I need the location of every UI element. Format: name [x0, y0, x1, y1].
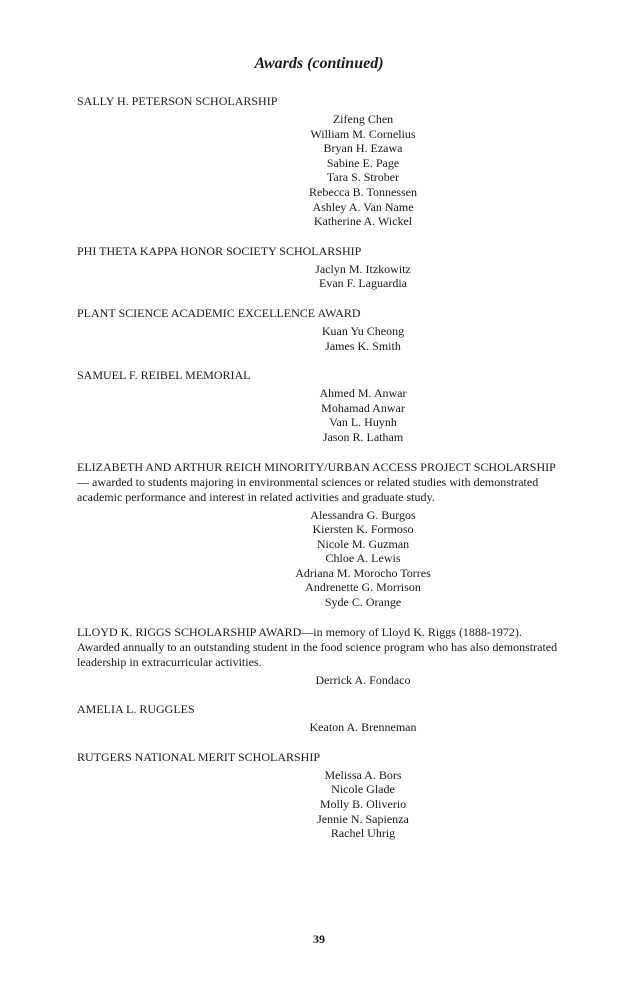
- recipient-name: Van L. Huynh: [329, 415, 397, 430]
- recipient-name: Kiersten K. Formoso: [312, 522, 414, 537]
- recipient-name: Syde C. Orange: [324, 595, 402, 610]
- recipient-name: Bryan H. Ezawa: [323, 141, 403, 156]
- recipient-name: Molly B. Oliverio: [319, 797, 407, 812]
- recipient-name: Tara S. Strober: [326, 170, 400, 185]
- page-number: 39: [313, 932, 325, 946]
- recipient-list: [165, 673, 561, 688]
- page-title: Awards (continued): [254, 55, 384, 72]
- recipient-name: Keaton A. Brenneman: [309, 720, 417, 735]
- recipient-list: [165, 386, 561, 444]
- recipient-name: Zifeng Chen: [332, 112, 394, 126]
- recipient-list: [165, 262, 561, 291]
- award-section: [77, 750, 561, 841]
- recipient-name: Andrenette G. Morrison: [305, 580, 421, 595]
- recipient-name: Derrick A. Fondaco: [315, 672, 411, 687]
- award-title: LLOYD K. RIGGS SCHOLARSHIP AWARD—in memory of Lloyd K. Riggs (1888-1972). Awarded annually to an outstanding student in the food science program who has also demonstrated leadership in extracurricular activities.: [77, 624, 558, 669]
- award-title: ELIZABETH AND ARTHUR REICH MINORITY/URBAN ACCESS PROJECT SCHOLARSHIP— awarded to students majoring in environmental sciences or related studies with demonstrated academic performance and interest in related activities and graduate study.: [77, 459, 556, 504]
- award-title: PHI THETA KAPPA HONOR SOCIETY SCHOLARSHIP: [77, 243, 362, 258]
- recipient-name: Nicole Glade: [331, 782, 395, 797]
- recipient-name: Adriana M. Morocho Torres: [295, 565, 431, 580]
- recipient-name: Ahmed M. Anwar: [319, 386, 407, 401]
- recipient-name: Mohamad Anwar: [321, 400, 405, 415]
- recipient-name: Katherine A. Wickel: [313, 214, 413, 229]
- recipient-name: Evan F. Laguardia: [318, 276, 407, 291]
- recipient-name: Alessandra G. Burgos: [310, 507, 416, 522]
- recipient-name: William M. Cornelius: [310, 126, 416, 141]
- award-section: [77, 306, 561, 353]
- award-title: RUTGERS NATIONAL MERIT SCHOLARSHIP: [77, 749, 321, 764]
- award-section: [77, 702, 561, 735]
- recipient-name: Ashley A. Van Name: [312, 199, 414, 214]
- recipient-name: Jennie N. Sapienza: [317, 811, 409, 826]
- recipient-list: [165, 508, 561, 610]
- award-section: [77, 460, 561, 610]
- recipient-name: James K. Smith: [325, 338, 401, 353]
- recipient-name: Chloe A. Lewis: [325, 551, 401, 566]
- award-title: SAMUEL F. REIBEL MEMORIAL: [77, 368, 251, 383]
- awards-list: [77, 94, 561, 856]
- award-section: [77, 625, 561, 688]
- recipient-name: Jaclyn M. Itzkowitz: [315, 261, 411, 276]
- recipient-name: Melissa A. Bors: [324, 767, 402, 782]
- recipient-list: [165, 324, 561, 353]
- recipient-name: Kuan Yu Cheong: [321, 323, 405, 338]
- recipient-name: Rachel Uhrig: [330, 826, 396, 841]
- award-section: [77, 244, 561, 291]
- award-section: [77, 94, 561, 229]
- recipient-name: Sabine E. Page: [326, 155, 400, 170]
- recipient-name: Jason R. Latham: [322, 429, 404, 444]
- recipient-list: [165, 768, 561, 841]
- recipient-list: [165, 720, 561, 735]
- recipient-name: Rebecca B. Tonnessen: [309, 184, 417, 199]
- award-section: [77, 368, 561, 444]
- award-title: AMELIA L. RUGGLES: [77, 702, 195, 717]
- recipient-list: [165, 112, 561, 229]
- award-title: PLANT SCIENCE ACADEMIC EXCELLENCE AWARD: [77, 305, 361, 320]
- award-title: SALLY H. PETERSON SCHOLARSHIP: [77, 94, 278, 108]
- recipient-name: Nicole M. Guzman: [316, 536, 410, 551]
